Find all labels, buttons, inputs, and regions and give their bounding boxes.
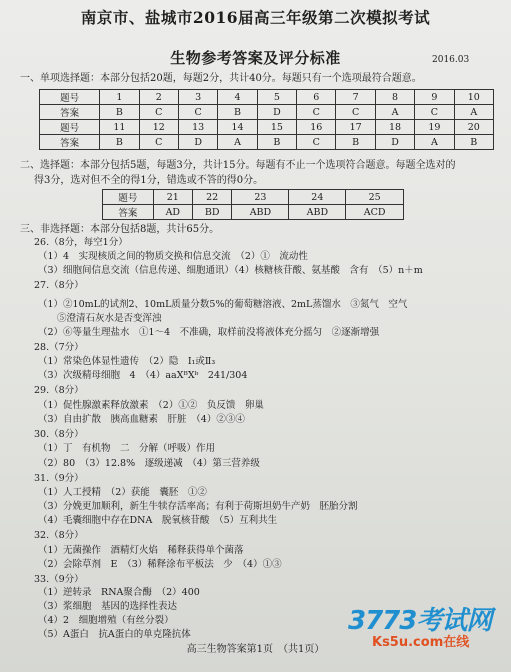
table-cell: 17 (336, 120, 375, 135)
table-cell: B (257, 135, 296, 150)
row-header-cell: 答案 (40, 135, 100, 150)
answer-line: （2）会除草剂 E （3）稀释涂布平板法 少 （4）①③ (38, 559, 282, 570)
row-header-cell: 答案 (40, 105, 100, 120)
table-cell: B (100, 135, 139, 150)
table-cell: 12 (139, 120, 178, 135)
table-cell: B (218, 105, 257, 120)
table-cell: 13 (178, 120, 217, 135)
question-heading: 28.（7分） (34, 342, 84, 353)
answer-line: （2）⑥等量生理盐水 ①1～4 不准确，取样前没将液体充分摇匀 ②逐渐增强 (38, 327, 380, 338)
section1-answer-table (39, 89, 494, 150)
section2-heading-line2: 得3分，选对但不全的得1分，错选或不答的得0分。 (34, 175, 264, 186)
table-cell: C (336, 105, 375, 120)
table-cell: C (139, 135, 178, 150)
table-row (40, 120, 494, 135)
answer-line: （3）次级精母细胞 4 （4）aaXᴮXᵇ 241/304 (38, 370, 248, 381)
question-heading: 29.（8分） (34, 385, 84, 396)
row-header-cell: 答案 (103, 205, 154, 220)
table-cell: 24 (289, 190, 346, 205)
section1-heading: 一、单项选择题：本部分包括20题，每题2分，共计40分。每题只有一个选项最符合题意。 (20, 73, 422, 84)
answer-line: （1）常染色体显性遗传 （2）隐 Ⅰ₁或Ⅱ₃ (38, 356, 216, 367)
table-cell: C (139, 105, 178, 120)
table-cell: 16 (297, 120, 336, 135)
table-row (40, 90, 494, 105)
table-cell: 21 (153, 190, 192, 205)
answer-line: （2）80 （3）12.8% 逐级递减 （4）第三营养级 (38, 458, 260, 469)
answer-line: （4）2 细胞增殖（有丝分裂） (38, 615, 174, 626)
answer-line: （3）自由扩散 胰高血糖素 肝脏 （4）②③④ (38, 414, 245, 425)
page-title: 南京市、盐城市2016届高三年级第二次模拟考试 (80, 8, 431, 27)
table-cell: ACD (346, 205, 404, 220)
table-cell: 22 (192, 190, 232, 205)
table-cell: BD (192, 205, 232, 220)
table-cell: A (218, 135, 257, 150)
question-heading: 27.（8分） (34, 280, 84, 291)
watermark-site: Ks5u.com在线 (372, 635, 470, 650)
table-row (40, 135, 494, 150)
table-cell: C (178, 105, 217, 120)
table-row (103, 205, 404, 220)
table-cell: B (336, 135, 375, 150)
table-cell: D (178, 135, 217, 150)
table-cell: AD (153, 205, 192, 220)
question-heading: 33.（9分） (34, 574, 84, 585)
row-header-cell: 题号 (40, 120, 100, 135)
table-cell: 10 (454, 90, 493, 105)
table-cell: 11 (100, 120, 139, 135)
answer-line: （1）无菌操作 酒精灯火焰 稀释获得单个菌落 (38, 545, 244, 556)
table-cell: A (454, 105, 493, 120)
watermark-logo: 3773考试网 (348, 606, 492, 636)
table-cell: 3 (178, 90, 217, 105)
table-cell: B (454, 135, 493, 150)
row-header-cell: 题号 (103, 190, 154, 205)
table-cell: 25 (346, 190, 404, 205)
table-cell: 15 (257, 120, 296, 135)
answer-line: （1）②10mL的试剂2、10mL质量分数5%的葡萄糖溶液、2mL蒸馏水 ③氮气 空气 (38, 299, 408, 310)
section2-heading-line1: 二、选择题：本部分包括5题，每题3分，共计15分。每题有不止一个选项符合题意。每题全选对的 (20, 160, 456, 171)
table-cell: 9 (415, 90, 454, 105)
table-cell: B (100, 105, 139, 120)
answer-line: （1）促性腺激素释放激素 （2）①② 负反馈 卵巢 (38, 400, 264, 411)
question-heading: 32.（8分） (34, 530, 84, 541)
table-cell: 6 (297, 90, 336, 105)
section3-heading: 三、非选择题：本部分包括8题，共计65分。 (20, 224, 220, 235)
page-subtitle: 生物参考答案及评分标准 (170, 49, 341, 67)
table-cell: C (415, 105, 454, 120)
table-cell: C (297, 105, 336, 120)
table-cell: 1 (100, 90, 139, 105)
question-heading: 31.（9分） (34, 473, 84, 484)
document-date: 2016.03 (432, 55, 470, 65)
answer-line: （1）人工授精 （2）获能 囊胚 ①② (38, 487, 207, 498)
table-cell: 2 (139, 90, 178, 105)
table-cell: A (415, 135, 454, 150)
table-cell: D (375, 135, 414, 150)
table-cell: 5 (257, 90, 296, 105)
table-cell: D (257, 105, 296, 120)
answer-line: （4）毛囊细胞中存在DNA 脱氧核苷酸 （5）互利共生 (38, 515, 278, 526)
row-header-cell: 题号 (40, 90, 100, 105)
table-cell: A (375, 105, 414, 120)
table-cell: 7 (336, 90, 375, 105)
answer-line: （1）逆转录 RNA聚合酶 （2）400 (38, 587, 200, 598)
answer-line: （1）4 实现核质之间的物质交换和信息交流 （2）① 流动性 (38, 251, 308, 262)
table-cell: ABD (289, 205, 346, 220)
table-cell: 19 (415, 120, 454, 135)
table-cell: C (297, 135, 336, 150)
table-cell: ABD (232, 205, 289, 220)
answer-line: （3）细胞间信息交流（信息传递、细胞通讯）（4）核糖核苷酸、氨基酸 含有 （5）n＋m (38, 265, 423, 276)
table-cell: 14 (218, 120, 257, 135)
answer-line: （5）A蛋白 抗A蛋白的单克隆抗体 (38, 629, 191, 640)
answer-line: （3）分娩更加顺利，新生牛犊存活率高；有利于荷斯坦奶牛产奶 胚胎分割 (38, 501, 358, 512)
table-row (40, 105, 494, 120)
answer-line: （1）丁 有机物 二 分解（呼吸）作用 (38, 443, 216, 454)
question-heading: 26.（8分，每空1分） (34, 237, 128, 248)
page-footer: 高三生物答案第1页 （共1页） (186, 644, 325, 655)
answer-line: ⑤澄清石灰水是否变浑浊 (38, 313, 162, 324)
table-cell: 23 (232, 190, 289, 205)
answer-line: （3）浆细胞 基因的选择性表达 (38, 601, 178, 612)
table-cell: 8 (375, 90, 414, 105)
table-row (103, 190, 404, 205)
table-cell: 20 (454, 120, 493, 135)
section2-answer-table (102, 189, 404, 220)
question-heading: 30.（8分） (34, 429, 84, 440)
table-cell: 18 (375, 120, 414, 135)
table-cell: 4 (218, 90, 257, 105)
